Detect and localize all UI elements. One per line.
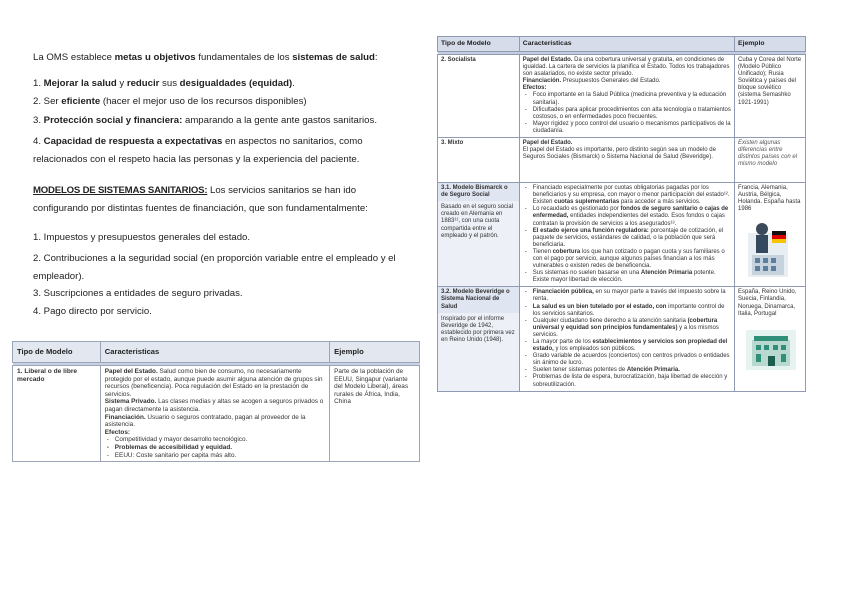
table-header-row (13, 342, 420, 363)
row-caracteristicas: Papel del Estado. El papel del Estado es importante, pero distinto según sea un modelo de Seguros Sociales (Bismarck) o Sistema Nacional de Salud (Beveridge). (519, 138, 734, 183)
table-row (438, 287, 806, 391)
models-intro: MODELOS DE SISTEMAS SANITARIOS: Los servicios sanitarios se han ido configurando por distintas fuentes de financiación, que son fundamentalmente: (33, 185, 368, 214)
goal-3: 3. Protección social y financiera: amparando a la gente ante gastos sanitarios. (33, 115, 377, 126)
row-tipo: 1. Liberal o de libre mercado (13, 366, 101, 462)
row-tipo: 3.2. Modelo Beveridge o Sistema Nacional de Salud Inspirado por el informe Beveridge de 1942, establecido por primera vez en Reino Unido (1948). (438, 287, 520, 391)
source-2: 2. Contribuciones a la seguridad social (en proporción variable entre el empleado y el empleador). (33, 253, 396, 282)
row-caracteristicas: Papel del Estado. Salud como bien de consumo, no necesariamente protegido por el estado, aunque puede asumir alguna atención de grupos sin recursos (beneficencia). Poca regulación del Estado en la prestación de servicios. Sistema Privado. Las clases medias y altas se acogen a seguros privados o pagan directamente la asistencia. Financiación. Usuario o seguros contratado, pagan al proveedor de la asistencia. Efectos: - Competitividad y mayor desarrollo tecnológico. - Problemas de accesibilidad y equidad. - EEUU: Coste sanitario per capita más alto. (100, 366, 329, 462)
row-tipo: 3. Mixto (438, 138, 520, 183)
table-row (438, 183, 806, 287)
list-item: - Lo recaudado es gestionado por fondos de seguro sanitario o cajas de enfermedad, entidades independientes del estado. Esos fondos o cajas contratan la provisión de servicios a los asegurados¹³. (533, 206, 731, 227)
person-head-icon (756, 223, 768, 235)
col-ejemplo: Ejemplo (735, 37, 806, 52)
models-heading: MODELOS DE SISTEMAS SANITARIOS: (33, 185, 208, 196)
table-header-row (438, 37, 806, 52)
right-models-table (437, 36, 806, 392)
row-ejemplo: Cuba y Corea del Norte (Modelo Público Unificado); Rusia Soviética y países del bloque soviético (sistema Semashko 1921-1991) (735, 55, 806, 138)
row-tipo: 2. Socialista (438, 55, 520, 138)
oms-intro: La OMS establece metas u objetivos fundamentales de los sistemas de salud: (33, 52, 378, 63)
list-item: - Grado variable de acuerdos (conciertos) con centros privados o entidades sin ánimo de lucro. (533, 353, 731, 367)
goal-4: 4. Capacidad de respuesta a expectativas en aspectos no sanitarios, como relacionados con el respeto hacia las personas y la experiencia del paciente. (33, 136, 363, 165)
list-item: - La mayor parte de los establecimientos y servicios son propiedad del estado, y los empleados son públicos. (533, 339, 731, 353)
col-ejemplo: Ejemplo (330, 342, 420, 363)
col-caracteristicas: Caracteristicas (100, 342, 329, 363)
bismarck-illustration-icon (746, 219, 790, 267)
list-item: - Cualquier ciudadano tiene derecho a la atención sanitaria (cobertura universal y equidad son principios fundamentales) y a los mismos servicios. (533, 318, 731, 339)
list-item: - Problemas de lista de espera, burocratización, baja libertad de elección y sobreutilización. (533, 374, 731, 388)
source-1: 1. Impuestos y presupuestos generales del estado. (33, 232, 251, 243)
list-item: - Competitividad y mayor desarrollo tecnológico. (115, 436, 325, 444)
list-item: - Problemas de accesibilidad y equidad. (115, 444, 325, 452)
col-caracteristicas: Caracteristicas (519, 37, 734, 52)
list-item: - Sus sistemas no suelen basarse en una Atención Primaria potente. Existe mayor libertad de elección. (533, 270, 731, 284)
row-ejemplo: Francia, Alemania, Austria, Bélgica, Holanda. España hasta 1986 (735, 183, 806, 287)
list-item: - Suelen tener sistemas potentes de Atención Primaria. (533, 367, 731, 374)
row-tipo: 3.1. Modelo Bismarck o de Seguro Social Basado en el seguro social creado en Alemania en 1883¹¹, con una cuota compartida entre el empleado y el patrón. (438, 183, 520, 287)
list-item: - Foco importante en la Salud Pública (medicina preventiva y la educación sanitaria). (533, 92, 731, 106)
goal-2: 2. Ser eficiente (hacer el mejor uso de los recursos disponibles) (33, 96, 307, 107)
left-models-table (12, 341, 420, 462)
col-tipo: Tipo de Modelo (13, 342, 101, 363)
list-item: - Tienen cobertura los que han cotizado o pagan cuota y sus familiares o con el pago por servicio, aunque algunos países financian a los más vulnerables o existen redes de beneficencia. (533, 249, 731, 270)
list-item: - Financiado especialmente por cuotas obligatorias pagadas por los beneficiarios y su empresa, con mayor o menor participación del estado¹². Existen cuotas suplementarias para acceder a más servicios. (533, 185, 731, 206)
row-caracteristicas (519, 287, 734, 391)
list-item: - La salud es un bien tutelado por el estado, con importante control de los servicios sanitarios. (533, 304, 731, 318)
left-page (0, 0, 420, 599)
list-item: - Dificultades para aplicar procedimientos con alta tecnología o tratamientos costosos, o en enfermedades poco frecuentes. (533, 107, 731, 121)
col-tipo: Tipo de Modelo (438, 37, 520, 52)
list-item: - Mayor rigidez y poco control del usuario o mecanismos participativos de la ciudadanía. (533, 121, 731, 135)
row-ejemplo: Existen algunas diferencias entre distintos países con el mismo modelo (735, 138, 806, 183)
table-row (438, 138, 806, 183)
list-item: - EEUU: Coste sanitario per capita más alto. (115, 452, 325, 460)
row-ejemplo: España, Reino Unido, Suecia, Finlandia, Noruega, Dinamarca, Italia, Portugal (735, 287, 806, 391)
row-ejemplo: Parte de la población de EEUU, Singapur (variante del Modelo Liberal), áreas rurales de África, India, China (330, 366, 420, 462)
list-item: - Financiación pública, en su mayor parte a través del impuesto sobre la renta. (533, 289, 731, 303)
table-row (13, 366, 420, 462)
table-row (438, 55, 806, 138)
goal-1: 1. Mejorar la salud y reducir sus desigualdades (equidad). (33, 78, 295, 89)
hospital-building-icon (746, 330, 790, 378)
row-caracteristicas: Papel del Estado. Da una cobertura universal y gratuita, en condiciones de igualdad. La cartera de servicios la planifica el Estado. Todos los trabajadores son asalariados, no existe sector privado. Financiación. Presupuestos Generales del Estado. Efectos: - Foco importante en la Salud Pública (medicina preventiva y la educación sanitaria). - Dificultades para aplicar procedimientos con alta tecnología o tratamientos costosos, o en enfermedades poco frecuentes. - Mayor rigidez y poco control del usuario o mecanismos participativos de la ciudadanía. (519, 55, 734, 138)
list-item: - El estado ejerce una función reguladora: porcentaje de cotización, el paquete de servicios, estándares de calidad, o la población que será beneficiaria. (533, 228, 731, 249)
source-4: 4. Pago directo por servicio. (33, 306, 152, 317)
germany-flag-icon (772, 231, 786, 235)
row-caracteristicas (519, 183, 734, 287)
source-3: 3. Suscripciones a entidades de seguro privadas. (33, 288, 243, 299)
